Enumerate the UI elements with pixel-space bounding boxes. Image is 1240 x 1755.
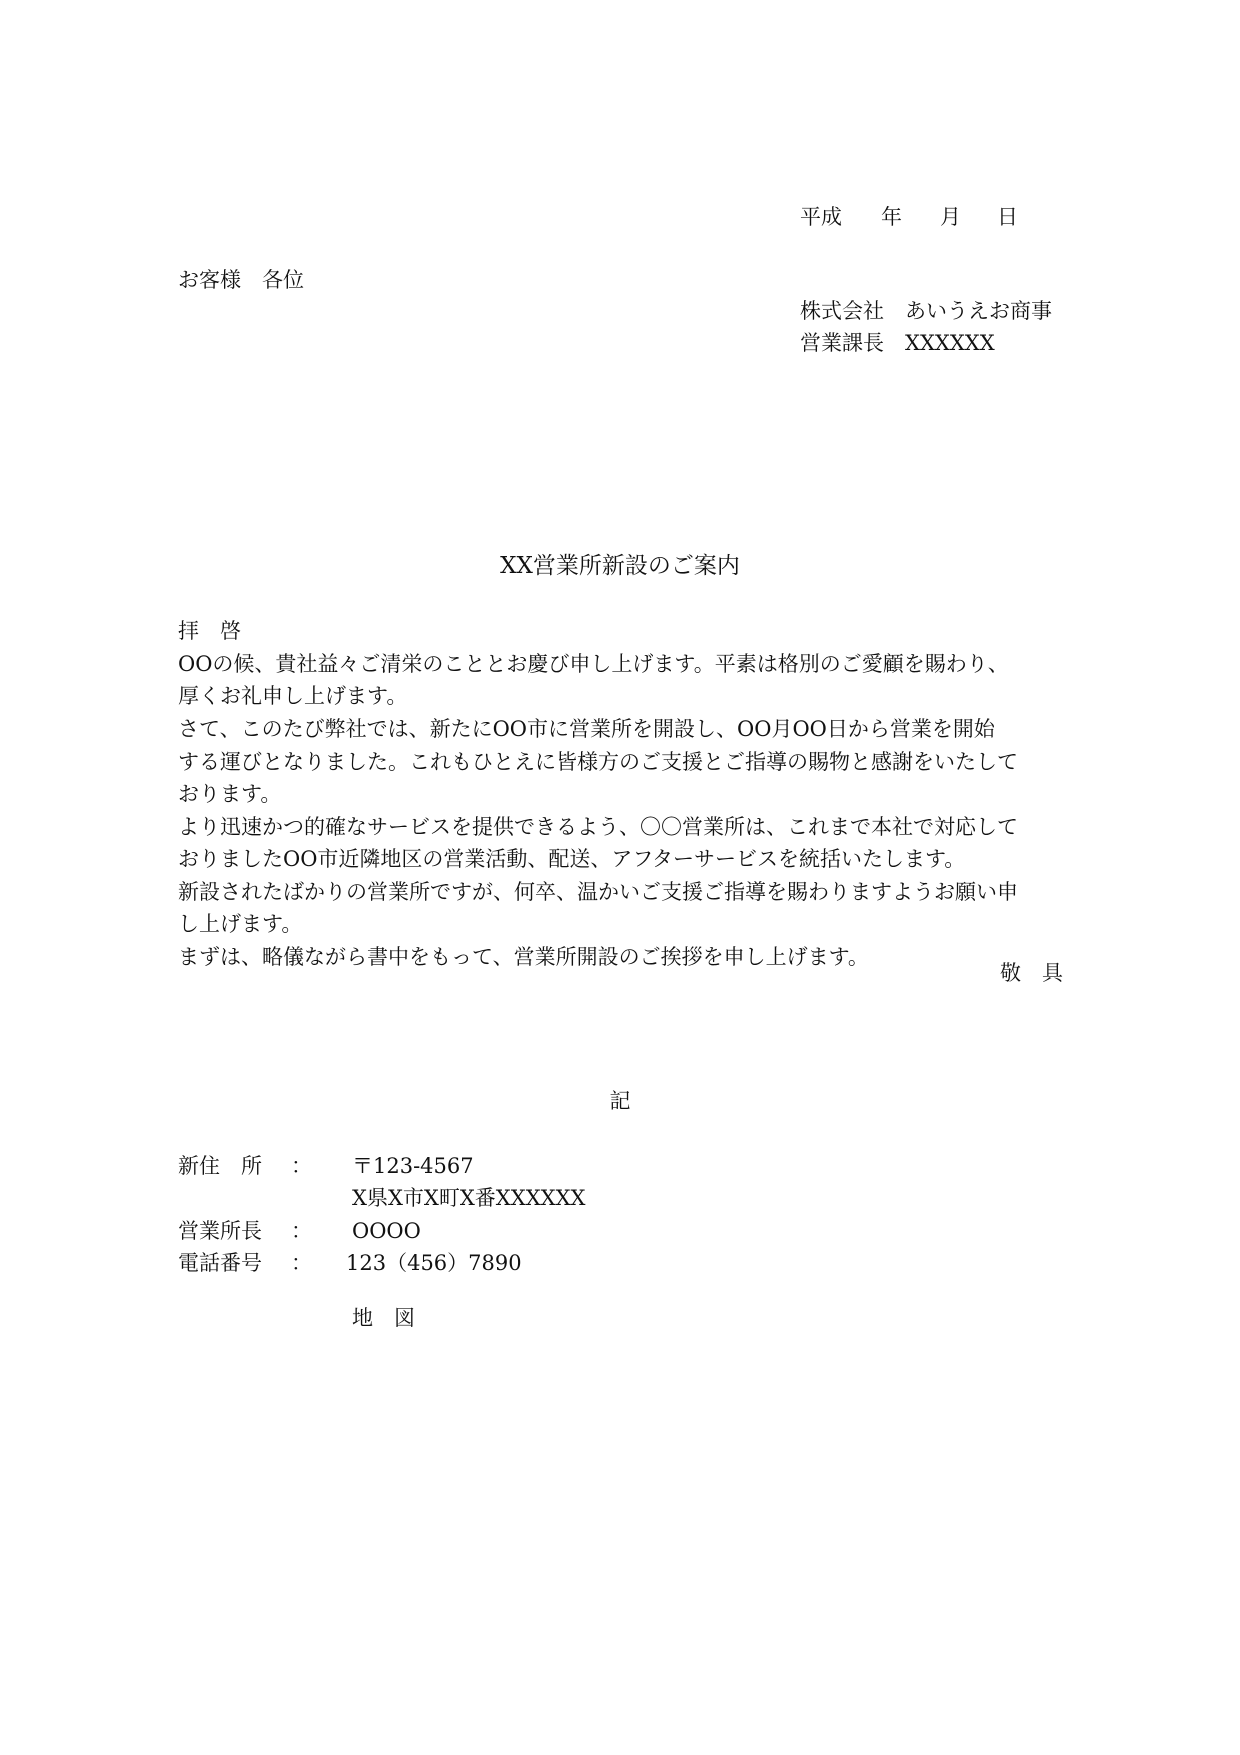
address-line: X県X市X町X番XXXXXX xyxy=(352,1186,586,1210)
opening-salutation: 拝 啓 xyxy=(178,619,241,643)
address-label: 新住 所 xyxy=(178,1154,262,1178)
manager-value: OOOO xyxy=(352,1219,421,1243)
body-line: し上げます。 xyxy=(178,912,303,936)
body-line: おりましたOO市近隣地区の営業活動、配送、アフターサービスを統括いたします。 xyxy=(178,847,966,871)
date-era: 平成 xyxy=(800,205,842,229)
manager-label: 営業所長 xyxy=(178,1219,262,1243)
recipient: お客様 各位 xyxy=(178,268,304,292)
body-line: する運びとなりました。これもひとえに皆様方のご支援とご指導の賜物と感謝をいたして xyxy=(178,750,1018,774)
body-line: おります。 xyxy=(178,782,282,806)
date-month: 月 xyxy=(940,205,961,229)
manager-colon: ： xyxy=(291,1219,312,1243)
phone-colon: ： xyxy=(291,1251,312,1275)
sender-person: 営業課長 XXXXXX xyxy=(800,331,995,355)
sender-company: 株式会社 あいうえお商事 xyxy=(800,299,1052,323)
body-line: OOの候、貴社益々ご清栄のこととお慶び申し上げます。平素は格別のご愛顧を賜わり、 xyxy=(178,652,1009,676)
body-line: 新設されたばかりの営業所ですが、何卒、温かいご支援ご指導を賜わりますようお願い申 xyxy=(178,880,1018,904)
map-label: 地 図 xyxy=(352,1306,415,1330)
date-day: 日 xyxy=(997,205,1018,229)
closing-salutation: 敬 具 xyxy=(1000,961,1063,985)
address-postal: 〒123-4567 xyxy=(352,1154,474,1178)
phone-label: 電話番号 xyxy=(178,1251,262,1275)
body-line: さて、このたび弊社では、新たにOO市に営業所を開設し、OO月OO日から営業を開始 xyxy=(178,717,995,741)
document-title: XX営業所新設のご案内 xyxy=(500,553,740,579)
phone-value: 123（456）7890 xyxy=(346,1251,522,1275)
body-line: 厚くお礼申し上げます。 xyxy=(178,684,408,708)
date-year: 年 xyxy=(881,205,902,229)
body-line: より迅速かつ的確なサービスを提供できるよう、〇〇営業所は、これまで本社で対応して xyxy=(178,815,1018,839)
ki-heading: 記 xyxy=(609,1089,631,1113)
body-line: まずは、略儀ながら書中をもって、営業所開設のご挨拶を申し上げます。 xyxy=(178,945,869,969)
address-colon: ： xyxy=(291,1154,312,1178)
